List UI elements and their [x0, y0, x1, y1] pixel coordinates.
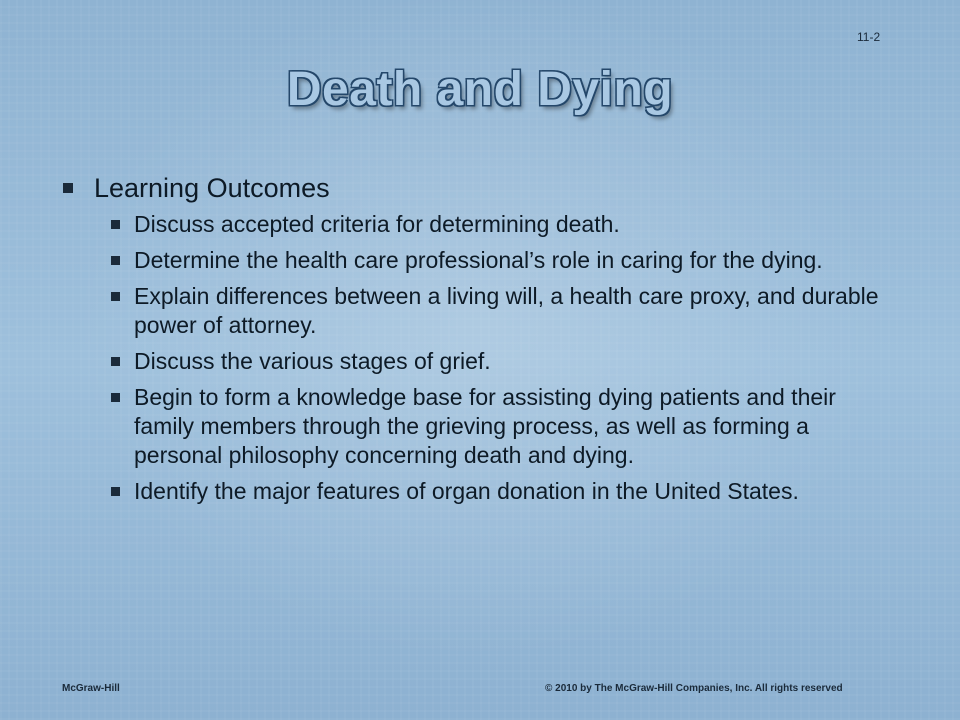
list-item-text: Begin to form a knowledge base for assisting dying patients and their family members through the grieving process, as well as forming a personal philosophy concerning death and dying.: [134, 384, 836, 468]
list-item: [104, 282, 900, 340]
slide-number: 11-2: [857, 30, 881, 44]
list-item-text: Discuss accepted criteria for determining death.: [134, 211, 620, 237]
square-bullet-icon: [104, 477, 134, 506]
slide-content: [60, 172, 900, 513]
list-item: [104, 347, 900, 376]
square-bullet-icon: [104, 383, 134, 412]
list-item: [104, 246, 900, 275]
square-bullet-icon: [104, 282, 134, 311]
list-item-text: Explain differences between a living will, a health care proxy, and durable power of attorney.: [134, 283, 879, 338]
slide-title: Death and Dying: [286, 63, 674, 116]
list-item: [104, 383, 900, 470]
square-bullet-icon: [60, 172, 94, 204]
footer-copyright: © 2010 by The McGraw-Hill Companies, Inc. All rights reserved: [545, 683, 843, 694]
list-item-text: Identify the major features of organ donation in the United States.: [134, 478, 799, 504]
list-item: [104, 477, 900, 506]
list-item-text: Discuss the various stages of grief.: [134, 348, 491, 374]
level1-bullet-item: [60, 172, 900, 204]
footer-publisher: McGraw-Hill: [62, 683, 120, 694]
list-item-text: Determine the health care professional’s role in caring for the dying.: [134, 247, 823, 273]
list-item: [104, 210, 900, 239]
learning-outcomes-list: [60, 210, 900, 506]
square-bullet-icon: [104, 210, 134, 239]
square-bullet-icon: [104, 347, 134, 376]
square-bullet-icon: [104, 246, 134, 275]
outcomes-heading: Learning Outcomes: [94, 173, 330, 203]
